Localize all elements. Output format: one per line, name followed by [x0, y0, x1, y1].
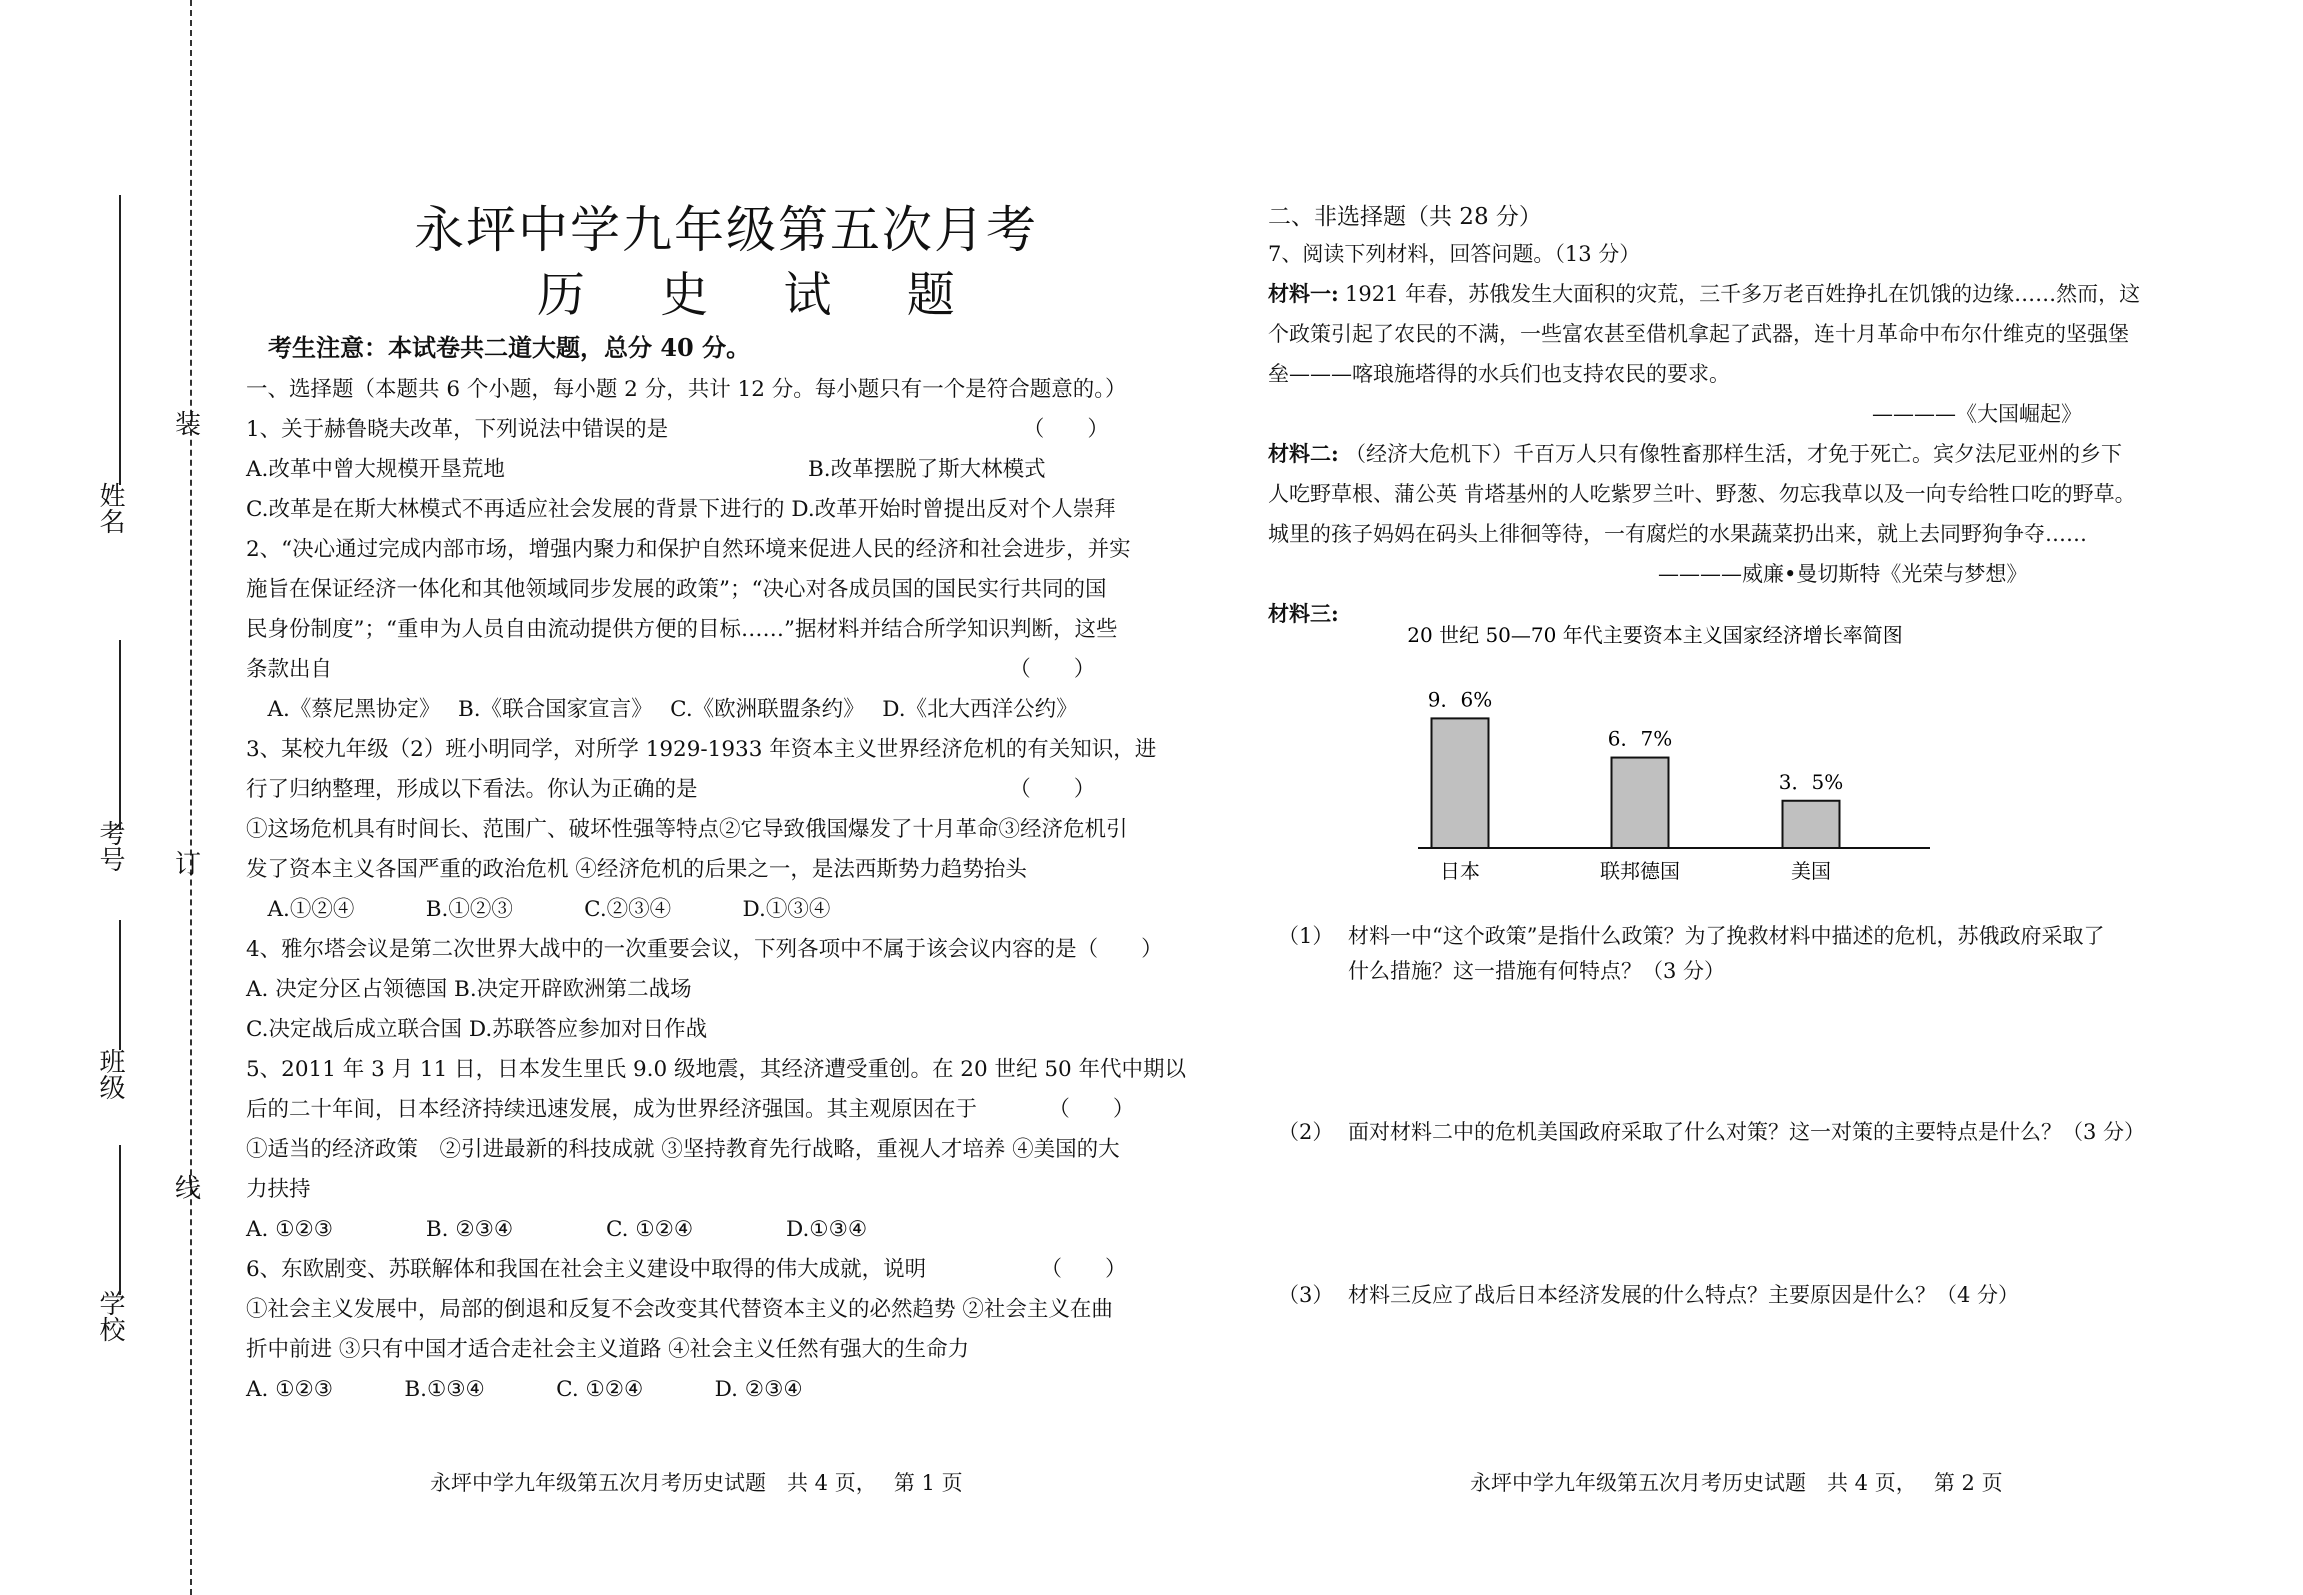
binding-mark-zhuang: 装 [175, 410, 202, 440]
material-2-line-2: 人吃野草根、蒲公英 肯塔基州的人吃紫罗兰叶、野葱、勿忘我草以及一向专给牲口吃的野草。 [1268, 482, 2136, 506]
chart-title: 20 世纪 50—70 年代主要资本主义国家经济增长率简图 [1407, 623, 1903, 647]
class-field[interactable] [119, 920, 121, 1050]
school-label: 学校 [95, 1290, 125, 1342]
question-5-line-2: 后的二十年间，日本经济持续迅速发展，成为世界经济强国。其主观原因在于 （ ） [246, 1097, 1135, 1122]
binding-cut-line [190, 0, 192, 1595]
exam-number-field[interactable] [119, 640, 121, 830]
material-2-line-3: 城里的孩子妈妈在码头上徘徊等待，一有腐烂的水果蔬菜扔出来，就上去同野狗争夺…… [1268, 522, 2087, 546]
question-2-line-4: 条款出自 （ ） [246, 657, 1096, 682]
material-3-label: 材料三: [1268, 601, 1339, 626]
bar-2 [1783, 801, 1840, 848]
subquestion-2-line-1: 面对材料二中的危机美国政府采取了什么对策？这一对策的主要特点是什么？（3 分） [1348, 1120, 2146, 1144]
question-1: 1、关于赫鲁晓夫改革，下列说法中错误的是 （ ） [246, 417, 1109, 442]
material-1-line-2: 个政策引起了农民的不满，一些富农甚至借机拿起了武器，连十月革命中布尔什维克的坚强堡 [1268, 322, 2129, 346]
q1-options-cd: C.改革是在斯大林模式不再适应社会发展的背景下进行的 D.改革开始时曾提出反对个人崇拜 [246, 497, 1116, 522]
subquestion-3-line-1: 材料三反应了战后日本经济发展的什么特点？主要原因是什么？（4 分） [1348, 1283, 2020, 1307]
question-2-line-3: 民身份制度”；“重申为人员自由流动提供方便的目标……”据材料并结合所学知识判断，这些 [246, 617, 1118, 642]
growth-rate-bar-chart [1400, 615, 1960, 900]
exam-title: 永坪中学九年级第五次月考 [414, 201, 1038, 259]
question-3-line-4: 发了资本主义各国严重的政治危机 ④经济危机的后果之一，是法西斯势力趋势抬头 [246, 857, 1027, 882]
bar-1 [1612, 758, 1669, 848]
q6-options: A. ①②③ B.①③④ C. ①②④ D. ②③④ [246, 1377, 803, 1402]
subquestion-1-line-1: 材料一中“这个政策”是指什么政策？为了挽救材料中描述的危机，苏俄政府采取了 [1348, 924, 2105, 948]
q5-options: A. ①②③ B. ②③④ C. ①②④ D.①③④ [246, 1217, 868, 1242]
binding-mark-xian: 线 [175, 1174, 202, 1204]
question-2-line-1: 2、“决心通过完成内部市场，增强内聚力和保护自然环境来促进人民的经济和社会进步，并实 [246, 537, 1131, 562]
bar-0 [1432, 718, 1489, 848]
exam-number-label: 考号 [95, 820, 125, 872]
material-1-label: 材料一: [1268, 281, 1339, 306]
bar-value-label-1: 6．7% [1607, 726, 1673, 751]
q1-option-b: B.改革摆脱了斯大林模式 [808, 457, 1046, 482]
subquestion-1-number: （1） [1278, 924, 1334, 948]
question-7-intro: 7、阅读下列材料，回答问题。（13 分） [1268, 242, 1641, 266]
material-1-source: ————《大国崛起》 [1872, 402, 2082, 426]
school-field[interactable] [119, 1145, 121, 1295]
subquestion-3-number: （3） [1278, 1283, 1334, 1307]
question-2-line-2: 施旨在保证经济一体化和其他领域同步发展的政策”；“决心对各成员国的国民实行共同的国 [246, 577, 1107, 602]
section-two-title: 二、非选择题（共 28 分） [1268, 204, 1542, 230]
question-6-line-3: 折中前进 ③只有中国才适合走社会主义道路 ④社会主义任然有强大的生命力 [246, 1337, 970, 1362]
q1-option-a: A.改革中曾大规模开垦荒地 [246, 457, 505, 482]
material-1-line-1: 1921 年春，苏俄发生大面积的灾荒，三千多万老百姓挣扎在饥饿的边缘……然而，这 [1345, 282, 2141, 306]
category-label-1: 联邦德国 [1600, 859, 1680, 883]
q4-options-ab: A. 决定分区占领德国 B.决定开辟欧洲第二战场 [246, 977, 692, 1002]
footer-page-1: 永坪中学九年级第五次月考历史试题 共 4 页， 第 1 页 [430, 1471, 963, 1495]
material-2-line-1: （经济大危机下）千百万人只有像牲畜那样生活，才免于死亡。宾夕法尼亚州的乡下 [1345, 442, 2122, 466]
material-2-label: 材料二: [1268, 441, 1339, 466]
q2-options: A.《蔡尼黑协定》 B.《联合国家宣言》 C.《欧洲联盟条约》 D.《北大西洋公约》 [246, 697, 1078, 722]
question-5-line-1: 5、2011 年 3 月 11 日，日本发生里氏 9.0 级地震，其经济遭受重创。在 20 世纪 50 年代中期以 [246, 1057, 1187, 1082]
bar-value-label-2: 3．5% [1778, 769, 1844, 794]
question-3-line-3: ①这场危机具有时间长、范围广、破坏性强等特点②它导致俄国爆发了十月革命③经济危机引 [246, 817, 1128, 842]
footer-page-2: 永坪中学九年级第五次月考历史试题 共 4 页， 第 2 页 [1470, 1471, 2003, 1495]
class-label: 班级 [95, 1048, 125, 1100]
exam-notice: 考生注意：本试卷共二道大题，总分 40 分。 [268, 333, 751, 362]
name-field[interactable] [119, 195, 121, 485]
question-5-line-4: 力扶持 [246, 1177, 311, 1202]
q3-options: A.①②④ B.①②③ C.②③④ D.①③④ [246, 897, 831, 922]
question-6-line-1: 6、东欧剧变、苏联解体和我国在社会主义建设中取得的伟大成就，说明 （ ） [246, 1257, 1127, 1282]
exam-subtitle: 历 史 试 题 [537, 267, 985, 323]
category-label-0: 日本 [1440, 859, 1480, 883]
question-4: 4、雅尔塔会议是第二次世界大战中的一次重要会议，下列各项中不属于该会议内容的是（ ） [246, 937, 1163, 962]
question-3-line-1: 3、某校九年级（2）班小明同学，对所学 1929-1933 年资本主义世界经济危机的有关知识，进 [246, 737, 1157, 762]
question-5-line-3: ①适当的经济政策 ②引进最新的科技成就 ③坚持教育先行战略，重视人才培养 ④美国的大 [246, 1137, 1120, 1162]
question-3-line-2: 行了归纳整理，形成以下看法。你认为正确的是 （ ） [246, 777, 1096, 802]
material-2-source: ————威廉•曼切斯特《光荣与梦想》 [1658, 562, 2028, 586]
binding-mark-ding: 订 [175, 850, 202, 880]
bar-value-label-0: 9．6% [1427, 687, 1493, 712]
subquestion-2-number: （2） [1278, 1120, 1334, 1144]
material-1-line-3: 垒———喀琅施塔得的水兵们也支持农民的要求。 [1268, 362, 1730, 386]
category-label-2: 美国 [1791, 859, 1831, 883]
section-one-title: 一、选择题（本题共 6 个小题，每小题 2 分，共计 12 分。每小题只有一个是符合题意的。） [246, 377, 1127, 402]
subquestion-1-line-2: 什么措施？这一措施有何特点？（3 分） [1348, 959, 1726, 983]
name-label: 姓名 [95, 482, 125, 534]
question-6-line-2: ①社会主义发展中，局部的倒退和反复不会改变其代替资本主义的必然趋势 ②社会主义在曲 [246, 1297, 1113, 1322]
q4-options-cd: C.决定战后成立联合国 D.苏联答应参加对日作战 [246, 1017, 708, 1042]
